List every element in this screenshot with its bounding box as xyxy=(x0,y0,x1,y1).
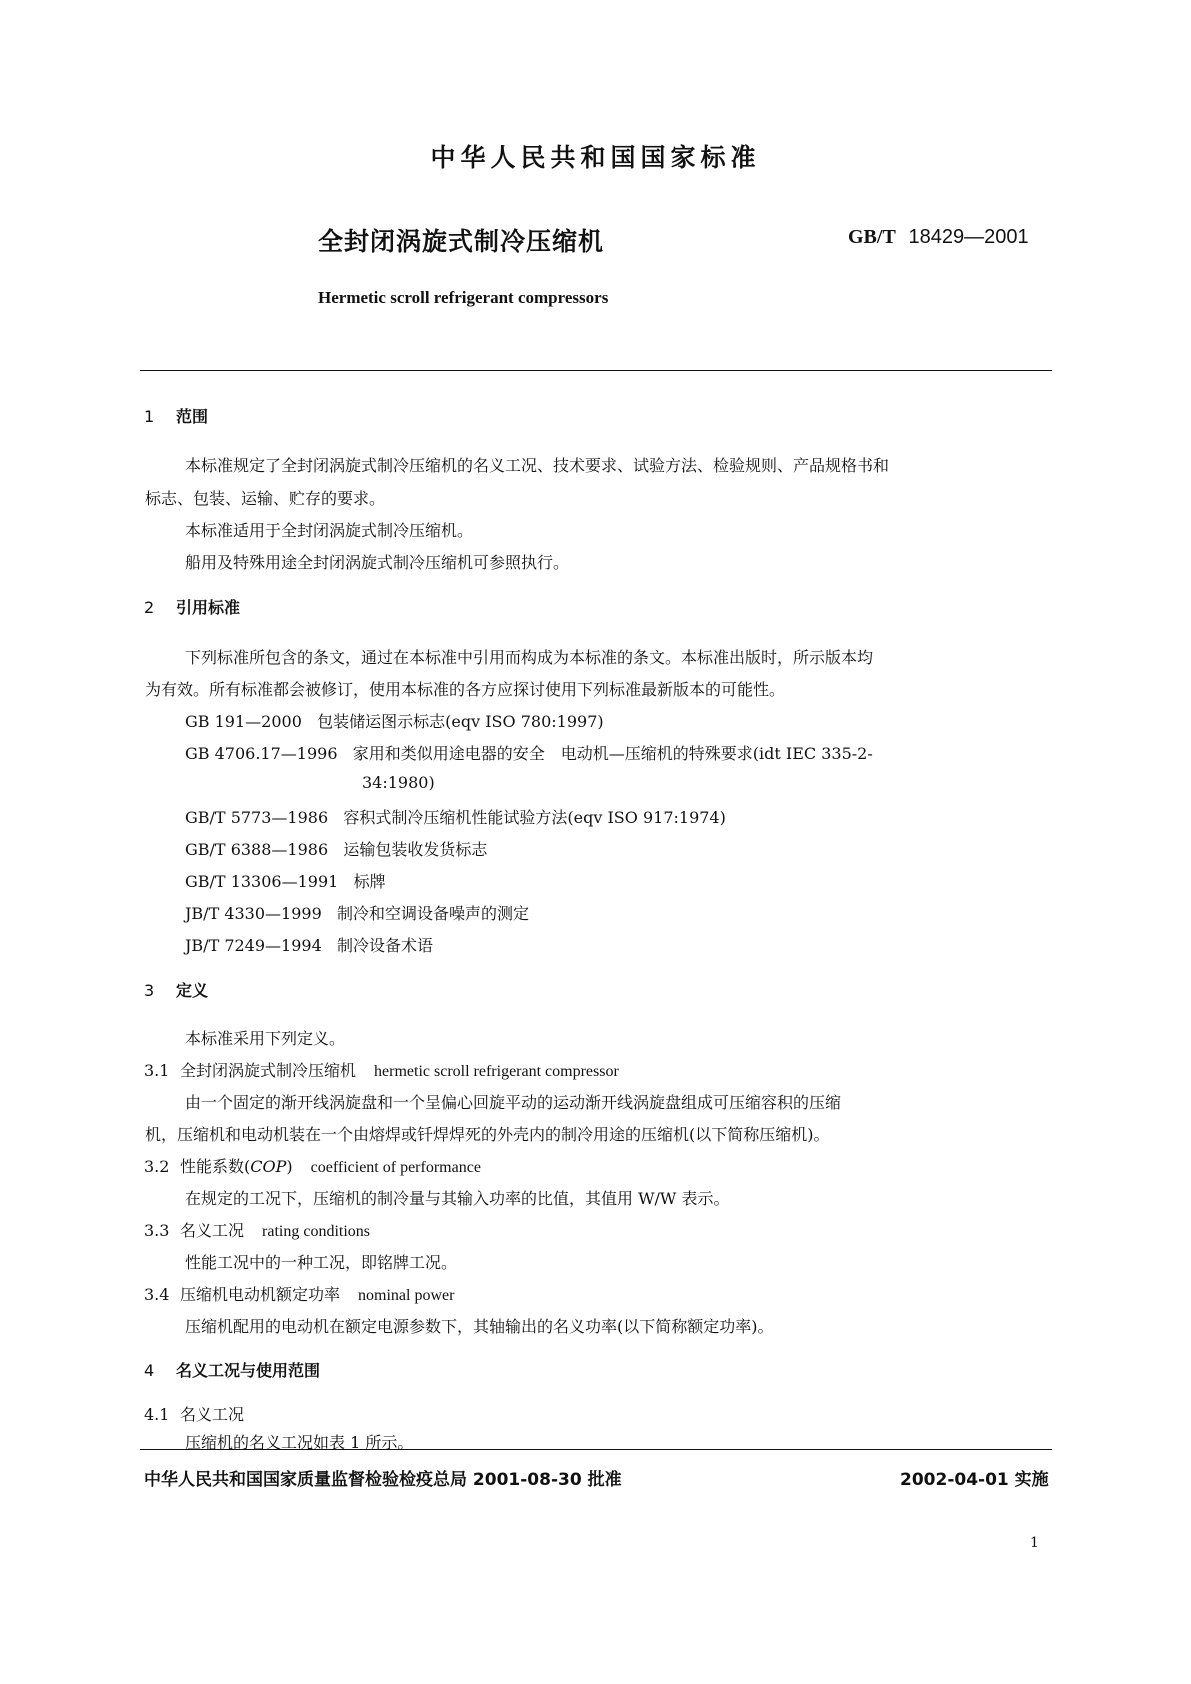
reference-item xyxy=(185,869,386,892)
reference-code: JB/T 4330—1999 xyxy=(185,904,322,923)
definition-term-zh: 全封闭涡旋式制冷压缩机 xyxy=(180,1061,357,1080)
reference-code: GB/T 13306—1991 xyxy=(185,872,339,891)
definition-3-3-line-1: 性能工况中的一种工况，即铭牌工况。 xyxy=(185,1253,458,1272)
section-4-number: 4 xyxy=(144,1361,155,1380)
section-3-heading xyxy=(144,978,208,1001)
reference-title: 运输包装收发货标志 xyxy=(343,840,488,859)
reference-code: GB 4706.17—1996 xyxy=(185,744,338,763)
reference-item xyxy=(185,901,529,924)
section-3-number: 3 xyxy=(144,981,155,1000)
section-1-paragraph-3: 船用及特殊用途全封闭涡旋式制冷压缩机可参照执行。 xyxy=(185,553,570,572)
definition-term-en: nominal power xyxy=(358,1287,455,1304)
approval-statement: 中华人民共和国国家质量监督检验检疫总局 2001-08-30 批准 xyxy=(144,1470,622,1490)
reference-title: 包装储运图示标志(eqv ISO 780:1997) xyxy=(317,712,604,731)
definition-abbreviation: COP xyxy=(250,1157,287,1176)
reference-code: JB/T 7249—1994 xyxy=(185,936,322,955)
section-2-paragraph-line-2: 为有效。所有标准都会被修订，使用本标准的各方应探讨使用下列标准最新版本的可能性。 xyxy=(145,680,786,699)
section-2-heading xyxy=(144,595,240,618)
definition-number: 3.1 xyxy=(144,1061,170,1080)
doc-title-en: Hermetic scroll refrigerant compressors xyxy=(318,288,609,307)
section-4-title: 名义工况与使用范围 xyxy=(176,1361,321,1380)
reference-title: 标牌 xyxy=(353,872,386,891)
section-3-title: 定义 xyxy=(176,981,209,1000)
reference-title: 制冷设备术语 xyxy=(337,936,434,955)
section-1-paragraph-1-line-1: 本标准规定了全封闭涡旋式制冷压缩机的名义工况、技术要求、试验方法、检验规则、产品规格书和 xyxy=(185,456,890,475)
section-3-intro: 本标准采用下列定义。 xyxy=(185,1029,346,1048)
reference-title: 制冷和空调设备噪声的测定 xyxy=(337,904,530,923)
definition-3-1-line-2: 机，压缩机和电动机装在一个由熔焊或钎焊焊死的外壳内的制冷用途的压缩机(以下简称压缩机)。 xyxy=(145,1125,830,1144)
definition-term-zh: 性能系数 xyxy=(180,1157,245,1176)
definition-3-3-heading xyxy=(144,1218,370,1241)
reference-item xyxy=(185,805,726,828)
reference-code: GB/T 5773—1986 xyxy=(185,808,329,827)
reference-item xyxy=(185,709,604,732)
reference-item xyxy=(185,837,487,860)
standard-code: 18429—2001 xyxy=(908,226,1029,248)
reference-item xyxy=(185,741,873,764)
section-1-paragraph-2: 本标准适用于全封闭涡旋式制冷压缩机。 xyxy=(185,521,474,540)
standard-prefix: GB/T xyxy=(848,226,896,248)
definition-term-en: hermetic scroll refrigerant compressor xyxy=(374,1063,619,1080)
implementation-date: 2002-04-01 实施 xyxy=(900,1470,1049,1490)
definition-term-zh: 压缩机电动机额定功率 xyxy=(180,1285,341,1304)
definition-3-2-heading: 3.2 性能系数(COP) coefficient of performance xyxy=(144,1157,481,1176)
subsection-title: 名义工况 xyxy=(180,1405,245,1424)
definition-3-1-heading xyxy=(144,1058,619,1081)
definition-term-en: coefficient of performance xyxy=(310,1159,481,1176)
section-2-number: 2 xyxy=(144,598,155,617)
section-4-heading xyxy=(144,1358,320,1381)
definition-number: 3.3 xyxy=(144,1221,170,1240)
definition-term-zh: 名义工况 xyxy=(180,1221,245,1240)
definition-number: 3.4 xyxy=(144,1285,170,1304)
subsection-number: 4.1 xyxy=(144,1405,170,1424)
doc-title-zh: 全封闭涡旋式制冷压缩机 xyxy=(318,227,605,256)
reference-code: GB 191—2000 xyxy=(185,712,302,731)
header-title: 中华人民共和国国家标准 xyxy=(430,143,761,172)
section-2-title: 引用标准 xyxy=(176,598,241,617)
page-number: 1 xyxy=(1030,1535,1039,1551)
definition-3-1-line-1: 由一个固定的渐开线涡旋盘和一个呈偏心回旋平动的运动渐开线涡旋盘组成可压缩容积的压缩 xyxy=(185,1093,842,1112)
section-1-paragraph-1-line-2: 标志、包装、运输、贮存的要求。 xyxy=(145,489,386,508)
bottom-divider xyxy=(140,1449,1052,1450)
top-divider xyxy=(140,370,1052,371)
definition-number: 3.2 xyxy=(144,1157,170,1176)
subsection-4-1-heading xyxy=(144,1402,244,1425)
definition-3-4-heading xyxy=(144,1282,454,1305)
reference-title: 家用和类似用途电器的安全 电动机—压缩机的特殊要求(idt IEC 335-2- xyxy=(352,744,873,763)
section-1-heading xyxy=(144,404,208,427)
section-1-number: 1 xyxy=(144,407,155,426)
definition-3-2-line-1: 在规定的工况下，压缩机的制冷量与其输入功率的比值，其值用 W/W 表示。 xyxy=(185,1189,730,1208)
reference-title-continuation: 34:1980) xyxy=(362,773,435,792)
reference-item xyxy=(185,933,433,956)
subsection-4-1-text: 压缩机的名义工况如表 1 所示。 xyxy=(185,1433,414,1452)
definition-3-4-line-1: 压缩机配用的电动机在额定电源参数下，其轴输出的名义功率(以下简称额定功率)。 xyxy=(185,1317,774,1336)
definition-term-en: rating conditions xyxy=(262,1223,370,1240)
section-1-title: 范围 xyxy=(176,407,209,426)
section-2-paragraph-line-1: 下列标准所包含的条文，通过在本标准中引用而构成为本标准的条文。本标准出版时，所示版本均 xyxy=(185,648,874,667)
reference-code: GB/T 6388—1986 xyxy=(185,840,329,859)
standard-number xyxy=(848,224,1029,249)
reference-title: 容积式制冷压缩机性能试验方法(eqv ISO 917:1974) xyxy=(343,808,726,827)
